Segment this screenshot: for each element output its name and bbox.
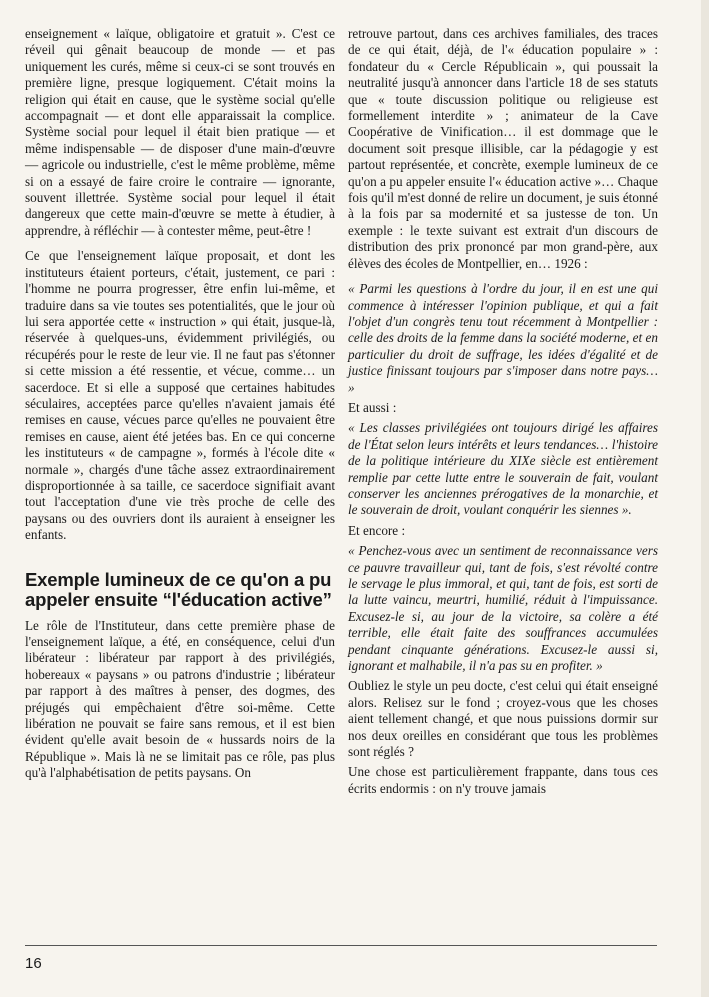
right-last-line: Une chose est particulièrement frappante, dans tous ces écrits endormis : on n'y trouve jamais (348, 764, 658, 796)
left-column (25, 26, 335, 782)
right-column (348, 26, 658, 797)
quote-3: « Penchez-vous avec un sentiment de reconnaissance vers ce pauvre travailleur qui, tant de fois, s'est révolté contre le servage le plus immoral, et qui, tant de fois, est sorti de la lutte vaincu, meurtri, humilié, réduit à l'impuissance. Excusez-le si, au jour de la victoire, sa colère a été terrible, elle était faite des souffrances accumulées pendant cinquante générations. Excusez-le aussi si, ignorant et malhabile, il n'a pas su en profiter. » (348, 543, 658, 674)
and-also-label: Et aussi : (348, 399, 397, 415)
left-paragraph-2: Ce que l'enseignement laïque proposait, et dont les instituteurs étaient porteurs, c'était, justement, ce pari : l'homme ne pourra progresser, être enfin lui-même, et traduire dans sa vie toutes ses potentialités, que le jour où lui sera apportée cette « instruction » qui était, jusque-là, réservée à quelques-uns, évidemment privilégiés, ou récupérés pour le reste de leur vie. Il ne faut pas s'étonner si cette mission a été ressentie, et vécue, comme… un sacerdoce. Et si elle a supposé que certaines habitudes séculaires, acceptées parce qu'elles n'avaient jamais été remises en cause, vécues parce qu'elles ne pouvaient être remises en cause, aient été jetées bas. En ce qui concerne les instituteurs « de campagne », formés à l'école dite « normale », chargés d'une tâche assez extraordinairement disproportionnée à sa taille, ce sacerdoce signifiait avant tout l'acceptation d'une vie très proche de celle des paysans ou des ouvriers dont ils auraient à enseigner les enfants. (25, 248, 335, 543)
quote-1: « Parmi les questions à l'ordre du jour, il en est une qui commence à intéresser l'opinion publique, et qui a fait l'objet d'un congrès tenu tout récemment à Montpellier : celle des droits de la femme dans la société moderne, et en particulier du droit de suffrage, les idées d'égalité et de justice finissant toujours par s'imposer dans notre pays… » (348, 281, 658, 395)
left-paragraph-1: enseignement « laïque, obligatoire et gratuit ». C'est ce réveil qui gênait beaucoup de monde — et pas uniquement les curés, même si ceux-ci se sont trouvés en première ligne, presque logiquement. C'était moins la religion qui était en cause, que le système social qu'elle accompagnait — et dont elle apparaissait la complice. Système social pour lequel il était bien pratique — et même indispensable — de disposer d'une main-d'œuvre — agricole ou industrielle, c'est le même problème, même si on a essayé de faire croire le contraire — ignorante, souvent illettrée. Système social pour lequel il était dangereux que cette main-d'œuvre se mette à étudier, à apprendre, à réfléchir — à contester même, peut-être ! (25, 26, 335, 238)
footer-rule (25, 945, 657, 946)
section-heading: Exemple lumineux de ce qu'on a pu appeler ensuite “l'éducation active” (25, 568, 332, 610)
quote-2: « Les classes privilégiées ont toujours dirigé les affaires de l'État selon leurs intérêts et leurs tendances… l'histoire de la politique intérieure du XIXe siècle est entièrement remplie par cette lutte entre le souverain de fait, voulant conserver les anciennes prérogatives de la monarchie, et le souverain de droit, voulant conquérir les siennes ». (348, 420, 658, 518)
right-after-quotes: Oubliez le style un peu docte, c'est celui qui était enseigné alors. Relisez sur le fond ; croyez-vous que les choses aient tellement changé, et que nous puissions dormir sur nos deux oreilles en considérant que tous les problèmes sont réglés ? (348, 678, 658, 760)
right-intro: retrouve partout, dans ces archives familiales, des traces de ce qui était, déjà, de l'« éducation populaire » : fondateur du « Cercle Républicain », qui poussait la neutralité jusqu'à annoncer dans l'article 18 de ses statuts que « toute discussion politique ou religieuse est formellement interdite » ; animateur de la Cave Coopérative de Vinification… il est dommage que le document soit presque illisible, car la pédagogie y est partout représentée, et concrète, exemple lumineux de ce qu'on a pu appeler ensuite l'« éducation active »… Chaque fois qu'il m'est donné de relire un document, je suis étonné à la fois par sa modernité et sa justesse de ton. Un exemple : le texte suivant est extrait d'un discours de distribution des prix prononcé par mon grand-père, aux élèves des écoles de Montpellier, en… 1926 : (348, 26, 658, 271)
left-paragraph-3: Le rôle de l'Instituteur, dans cette première phase de l'enseignement laïque, a été, en conséquence, celui d'un libérateur : libérateur par rapport à des privilégiés, hobereaux « paysans » ou patrons d'industrie ; libérateur par rapport à des maîtres à penser, des dogmes, des préjugés qui empêchaient d'être soi-même. Cette libération ne pouvait se faire sans remous, et il est bien évident qu'elle avait besoin de « hussards noirs de la République ». Mais là ne se limitait pas ce rôle, pas plus qu'à l'alphabétisation de petits paysans. On (25, 617, 335, 781)
page-edge (701, 0, 709, 997)
and-again-label: Et encore : (348, 522, 406, 538)
page-number: 16 (25, 955, 42, 972)
